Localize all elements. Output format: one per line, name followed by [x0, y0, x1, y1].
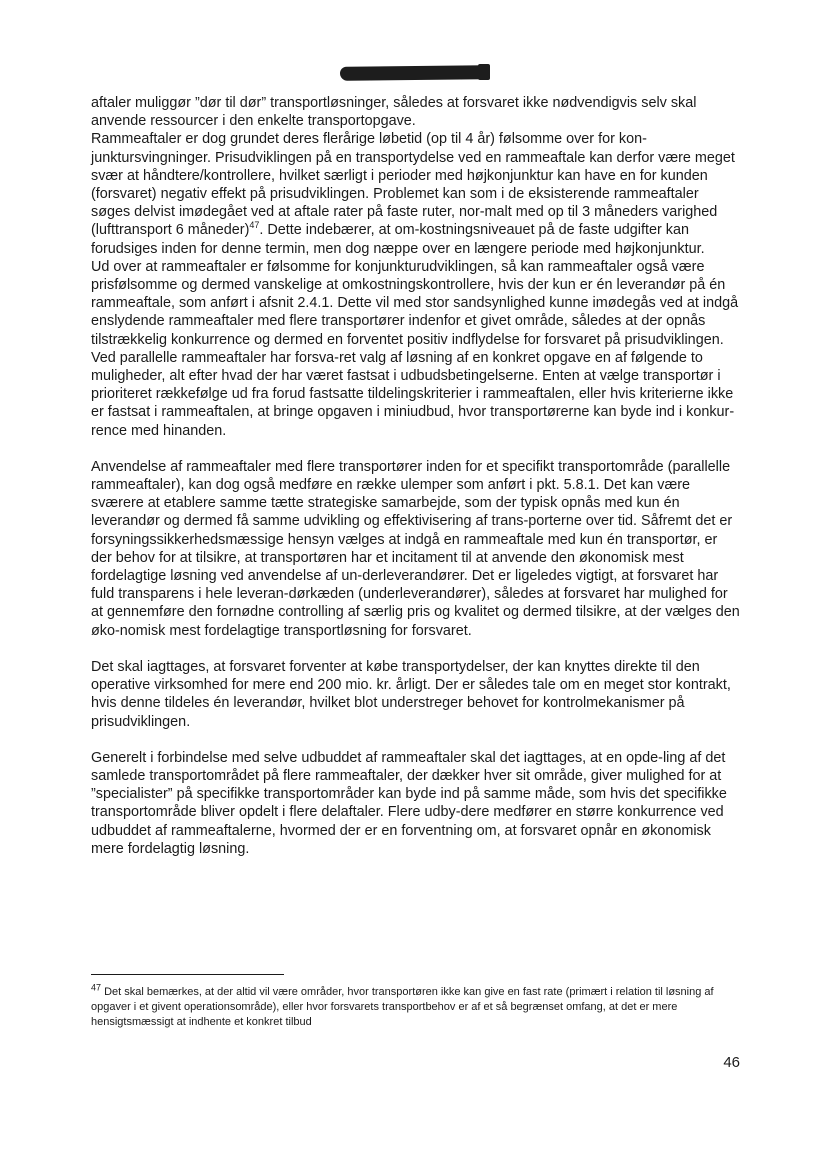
paragraph-1-line-1: aftaler muliggør ”dør til dør” transportløsninger, således at forsvaret ikke nødvendigvis selv skal anvende ressourcer i den enkelte transportopgave. [91, 95, 697, 130]
paragraph-4: Generelt i forbindelse med selve udbuddet af rammeaftaler skal det iagttages, at en opde-ling af det samlede transportområdet på flere rammeaftaler, der dækker hver sit område, giver mulighed for at ”specialister” på specifikke transportområder kan byde ind på samme måde, som hvis det specifikke transportområde bliver opdelt i flere delaftaler. Flere udby-dere medfører en større konkurrence ved udbuddet af rammeaftalerne, hvormed der er en forventning om, at forsvaret opnår en økonomisk mere fordelagtig løsning. [91, 749, 727, 857]
redacted-header-end [478, 64, 490, 80]
paragraph-3: Det skal iagttages, at forsvaret forventer at købe transportydelser, der kan knyttes direkte til den operative virksomhed for mere end 200 mio. kr. årligt. Der er således tale om en meget stor kontrakt, hvis denne tildeles én leverandør, hvilket blot understreger behovet for kontrolmekanismer på prisudviklingen. [91, 658, 731, 730]
main-text [91, 94, 741, 858]
redacted-header [340, 65, 488, 81]
paragraph-1-continuation: . Dette indebærer, at om-kostningsniveauet på de faste udgifter kan forudsiges inden for denne termin, men dog næppe over en længere periode med højkonjunktur. [91, 222, 705, 257]
page-number: 46 [723, 1054, 740, 1071]
footnote-separator [91, 974, 284, 975]
paragraph-1-ud-over: Ud over at rammeaftaler er følsomme for konjunkturudviklingen, så kan rammeaftaler også være prisfølsomme og dermed vanskelige at omkostningskontrollere, hvis der kun er én leverandør på én rammeaftale, som anført i afsnit 2.4.1. Dette vil med stor sandsynlighed kunne imødegås ved at indgå enslydende rammeaftaler med flere transportører indenfor et givet område, således at der opnås tilstrækkelig konkurrence og dermed en forventet positiv indflydelse for forsvaret på prisudviklingen. Ved parallelle rammeaftaler har forsva-ret valg af løsning af en konkret opgave en af følgende to muligheder, alt efter hvad der har været fastsat i udbudsbetingelserne. Enten at vælge transportør i prioriteret rækkefølge ud fra forud fastsatte tildelingskriterier i rammeaftalen, eller hvis kriterierne ikke er fastsat i rammeaftalen, at bringe opgaven i miniudbud, hvor transportørerne kan byde ind i konkur-rence med hinanden. [91, 258, 739, 439]
footnote [91, 982, 741, 1029]
footnote-number: 47 [91, 982, 102, 993]
paragraph-2: Anvendelse af rammeaftaler med flere transportører inden for et specifikt transportområde (parallelle rammeaftaler), kan dog også medføre en række ulemper som anført i pkt. 5.8.1. Det kan være sværere at etablere samme tætte strategiske samarbejde, som der typisk opnås med kun én leverandør og dermed få samme udvikling og effektivisering af trans-porterne over tid. Såfremt det er forsyningssikkerhedsmæssige hensyn vælges at indgå en rammeaftale med kun én transportør, er der behov for at tilsikre, at transportøren har et incitament til at anvende den økonomisk mest fordelagtige løsning ved anvendelse af un-derleverandører. Det er ligeledes vigtigt, at forsvaret har fuld transparens i hele leveran-dørkæden (underleverandører), således at forsvaret har mulighed for at gennemføre den fornødne controlling af særlig pris og kvalitet og dermed tilsikre, at der vælges den øko-nomisk mest fordelagtige transportløsning for forsvaret. [91, 458, 740, 639]
footnote-reference: 47 [249, 220, 260, 231]
footnote-text: Det skal bemærkes, at der altid vil være områder, hvor transportøren ikke kan give en fast rate (primært i relation til løsning af opgaver i et givent operationsområde), eller hvor forsvarets transportbehov er af et så begrænset omfang, at det er mere hensigtsmæssigt at indhente et konkret tilbud [91, 986, 714, 1028]
paragraph-1-rammeaftaler: Rammeaftaler er dog grundet deres flerårige løbetid (op til 4 år) følsomme over for kon-junktursvingninger. Prisudviklingen på en transportydelse ved en rammeaftale kan derfor være meget svær at håndtere/kontrollere, hvilket særligt i perioder med højkonjunktur kan have en for kunden (forsvaret) negativ effekt på prisudviklingen. Problemet kan som i de eksisterende rammeaftaler søges delvist imødegået ved at aftale rater på faste ruter, nor-malt med op til 3 måneders varighed (lufttransport 6 måneder) [91, 131, 735, 239]
paragraph-1 [91, 94, 741, 440]
